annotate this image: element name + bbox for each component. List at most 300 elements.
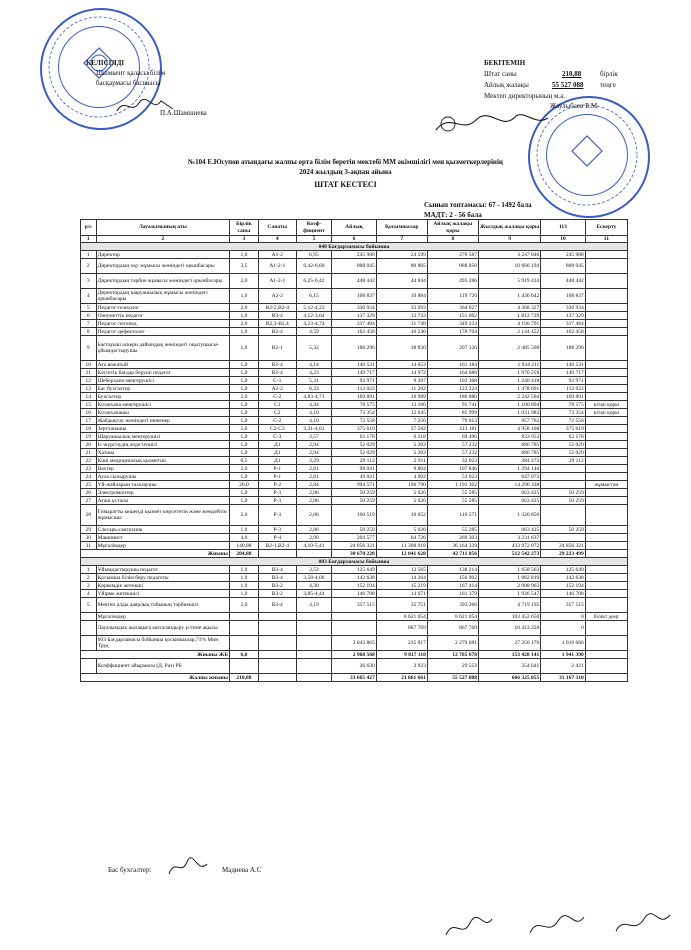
table-cell: 93 971 xyxy=(541,377,585,385)
table-cell: 354 641 xyxy=(478,659,540,674)
table-cell: 188 296 xyxy=(541,336,585,361)
table-cell xyxy=(585,505,627,526)
table-cell: 413 181 xyxy=(427,425,478,433)
table-cell: Ағаш ұстасы xyxy=(96,497,229,505)
table-cell xyxy=(296,651,332,659)
table-cell: Д1 xyxy=(258,449,296,457)
left-approval-name: П.А.Шамшиева xyxy=(160,109,207,117)
table-cell: 4,30 xyxy=(296,582,332,590)
table-cell: 32 023 xyxy=(427,457,478,465)
table-cell: 72 558 xyxy=(332,417,376,425)
table-row xyxy=(81,534,628,542)
table-cell: 6,15 xyxy=(296,289,332,304)
table-cell xyxy=(541,465,585,473)
table-cell: 1 016 686 xyxy=(541,636,585,651)
table-row xyxy=(81,425,628,433)
table-cell: С2 xyxy=(258,409,296,417)
table-cell: 24 856 321 xyxy=(332,542,376,550)
table-cell: 384 273 xyxy=(478,457,540,465)
table-cell xyxy=(258,636,296,651)
table-cell: Айлық xyxy=(332,220,376,236)
table-cell: Қосымшалар xyxy=(376,220,427,236)
table-cell: 1,0 xyxy=(229,385,258,393)
table-cell: 4,19 xyxy=(296,598,332,613)
table-cell xyxy=(585,289,627,304)
table-cell: 12 785 678 xyxy=(427,651,478,659)
table-cell: Д1 xyxy=(258,457,296,465)
table-cell: 1 294 146 xyxy=(478,465,540,473)
table-cell: 2 242 564 xyxy=(478,393,540,401)
madt: МАДТ: 2 - 56 бала xyxy=(424,211,482,219)
table-cell: 55 285 xyxy=(427,489,478,497)
table-cell: А2-2 xyxy=(258,385,296,393)
table-cell: 204,88 xyxy=(229,550,258,558)
table-row xyxy=(81,590,628,598)
table-cell: 14 296 338 xyxy=(478,481,540,489)
staff-value: 210,88 xyxy=(562,70,582,78)
table-cell: С1 xyxy=(258,401,296,409)
table-cell xyxy=(585,674,627,682)
table-cell: 26 630 xyxy=(332,659,376,674)
table-row xyxy=(81,369,628,377)
table-cell: 16 989 xyxy=(376,393,427,401)
table-cell: Р-4 xyxy=(258,534,296,542)
table-cell: 4 719 195 xyxy=(478,598,540,613)
table-cell xyxy=(585,550,627,558)
table-cell: 357 515 xyxy=(541,598,585,613)
table-cell: Бастауыш әскери дайындық жөніндегі оқытушысы-ұйымдастырушы xyxy=(96,336,229,361)
table-cell xyxy=(585,473,627,481)
table-cell: Р-3 xyxy=(258,497,296,505)
table-cell: 69 496 xyxy=(427,433,478,441)
table-cell: 26 xyxy=(81,489,97,497)
table-cell: 79 813 xyxy=(427,417,478,425)
table-cell: Р-2 xyxy=(258,481,296,489)
table-cell: Кіші медициналық қызметші xyxy=(96,457,229,465)
table-cell: Аула сыпырушы xyxy=(96,473,229,481)
table-cell: 4,59 xyxy=(296,328,332,336)
table-cell: 52 029 xyxy=(541,449,585,457)
table-cell: 42 711 856 xyxy=(427,550,478,558)
table-cell: 36 164 339 xyxy=(427,542,478,550)
table-cell: 2,81 xyxy=(296,473,332,481)
table-cell: Бірлік саны xyxy=(229,220,258,236)
table-cell: 235 817 xyxy=(376,636,427,651)
table-cell: жұмыстан xyxy=(585,481,627,489)
table-cell: 186 880 xyxy=(427,393,478,401)
table-cell: Д1 xyxy=(258,441,296,449)
director-label: Мектеп директорының м.а. xyxy=(484,92,566,100)
table-cell: 3,58-4,06 xyxy=(296,574,332,582)
table-cell xyxy=(585,598,627,613)
table-cell: 1 191 362 xyxy=(427,481,478,489)
table-cell: 98 041 xyxy=(332,465,376,473)
table-cell: 269 303 xyxy=(427,534,478,542)
table-cell: 30 xyxy=(81,534,97,542)
table-cell: 357 515 xyxy=(332,598,376,613)
table-cell: 1,0 xyxy=(229,251,258,259)
table-cell: 1,0 xyxy=(229,497,258,505)
table-cell: 27 356 176 xyxy=(478,636,540,651)
table-cell: 1,0 xyxy=(229,401,258,409)
table-cell: 1,0 xyxy=(229,489,258,497)
table-cell xyxy=(258,659,296,674)
period-line: 2024 жылдың 3-ақпан айына xyxy=(299,168,392,176)
table-cell: Директор xyxy=(96,251,229,259)
table-cell: Ескерту xyxy=(585,220,627,236)
table-cell: Р-3 xyxy=(258,526,296,534)
table-cell: 16 246 xyxy=(376,328,427,336)
table-cell: В3-4 xyxy=(258,574,296,582)
table-cell: 1 478 691 xyxy=(478,385,540,393)
table-cell: 149 717 xyxy=(332,369,376,377)
table-cell xyxy=(296,636,332,651)
table-cell: В2,3-В2,4 xyxy=(258,320,296,328)
table-cell: 5,32 xyxy=(296,336,332,361)
table-cell: 1 658 563 xyxy=(478,566,540,574)
table-cell: 1,0 xyxy=(229,566,258,574)
table-cell: 6,0 xyxy=(229,651,258,659)
table-cell: 8 621 054 xyxy=(427,613,478,621)
table-row xyxy=(81,457,628,465)
table-cell xyxy=(296,674,332,682)
table-cell: 188 296 xyxy=(332,336,376,361)
table-cell: 6,25-6,42 xyxy=(296,274,332,289)
table-cell: 957 762 xyxy=(478,417,540,425)
header-row xyxy=(81,220,628,236)
table-cell: А1-2-1 xyxy=(258,259,296,274)
table-cell: 5,12-4,23 xyxy=(296,304,332,312)
table-cell: Р-3 xyxy=(258,489,296,497)
table-cell: 112 022 xyxy=(332,385,376,393)
table-cell: 20,0 xyxy=(229,481,258,489)
table-cell: 375 619 xyxy=(541,425,585,433)
chief-accountant-name: Мадиева А.С xyxy=(222,866,262,874)
table-row xyxy=(81,312,628,320)
table-cell: 5,31 xyxy=(296,377,332,385)
table-cell: Хатшы xyxy=(96,449,229,457)
table-cell xyxy=(258,621,296,636)
table-cell: 4 xyxy=(258,236,296,243)
table-cell xyxy=(81,621,97,636)
table-cell: 317 484 xyxy=(332,320,376,328)
table-cell: 2,0 xyxy=(229,393,258,401)
table-cell: 6 xyxy=(332,236,376,243)
table-cell: 50 259 xyxy=(541,526,585,534)
table-row xyxy=(81,304,628,312)
table-cell: 448 442 xyxy=(332,274,376,289)
table-cell: 1,0 xyxy=(229,582,258,590)
table-cell: Коэффициент айырмасы (Д, Раз) РБ xyxy=(96,659,229,674)
table-cell: А1-2-1 xyxy=(258,274,296,289)
table-cell: 0 xyxy=(541,621,585,636)
table-cell: Іс-жүргізудің жүргізушісі xyxy=(96,441,229,449)
table-cell: 1,0 xyxy=(229,377,258,385)
table-cell: 270 587 xyxy=(427,251,478,259)
table-cell xyxy=(585,566,627,574)
table-cell: 1 100 894 xyxy=(478,401,540,409)
column-number-row xyxy=(81,236,628,243)
table-cell: 73 354 xyxy=(332,409,376,417)
table-cell: 2 008 963 xyxy=(478,582,540,590)
table-cell: Директордың оқу жұмысы жөніндегі орынбасары xyxy=(96,259,229,274)
table-cell: 22 xyxy=(81,457,97,465)
table-cell xyxy=(585,433,627,441)
table-cell: Р-1 xyxy=(258,465,296,473)
table-cell xyxy=(585,377,627,385)
table-cell: 4,83-4,71 xyxy=(296,393,332,401)
payroll-label: Айлық жалақы xyxy=(484,81,529,89)
table-cell: 196 790 xyxy=(376,481,427,489)
table-cell: В3-4 xyxy=(258,312,296,320)
table-cell: 146 708 xyxy=(332,590,376,598)
table-row xyxy=(81,489,628,497)
table-cell: 78 575 xyxy=(541,401,585,409)
table-cell: 7 256 xyxy=(376,417,427,425)
table-cell: 138 214 xyxy=(427,566,478,574)
table-cell: 156 902 xyxy=(427,574,478,582)
table-cell: 686 785 xyxy=(478,449,540,457)
table-row xyxy=(81,621,628,636)
table-cell: 53 923 xyxy=(427,473,478,481)
table-cell: 204 577 xyxy=(332,534,376,542)
table-cell xyxy=(585,425,627,433)
table-cell: Аға вожатый xyxy=(96,361,229,369)
table-cell: Электромонтер xyxy=(96,489,229,497)
table-cell: 25 xyxy=(81,481,97,489)
table-cell: 1,0 xyxy=(229,449,258,457)
table-cell: 10 884 xyxy=(376,289,427,304)
table-cell xyxy=(541,505,585,526)
table-cell: 2,84 xyxy=(296,481,332,489)
table-cell: 1,0 xyxy=(229,526,258,534)
table-cell: 2 043 865 xyxy=(332,636,376,651)
section-row xyxy=(81,243,628,251)
table-cell: 29 112 xyxy=(332,457,376,465)
left-approval-line1: Шымкент қаласы білім xyxy=(96,69,166,77)
table-cell: 146 531 xyxy=(541,361,585,369)
table-cell: 29 112 xyxy=(541,457,585,465)
table-cell xyxy=(258,613,296,621)
table-cell: В2-1 xyxy=(258,336,296,361)
table-cell: 113 xyxy=(541,220,585,236)
table-cell: 1,0 xyxy=(229,441,258,449)
table-cell: 17 xyxy=(81,417,97,425)
table-cell: Айлық жалақы қоры xyxy=(427,220,478,236)
table-cell: 2 911 xyxy=(376,457,427,465)
table-cell: Педагог-дефектолог xyxy=(96,328,229,336)
table-cell: 3,29 xyxy=(296,457,332,465)
table-cell: Шеберхана меңгерушісі xyxy=(96,377,229,385)
table-cell: 2,94 xyxy=(296,449,332,457)
table-cell xyxy=(81,613,97,621)
table-cell: 123 224 xyxy=(427,385,478,393)
table-cell xyxy=(585,328,627,336)
table-cell: 433 972 072 xyxy=(478,542,540,550)
table-cell: 50 259 xyxy=(541,497,585,505)
table-cell: 3 231 637 xyxy=(478,534,540,542)
table-cell: 29 xyxy=(81,526,97,534)
table-cell: 448 442 xyxy=(541,274,585,289)
table-cell: 207 126 xyxy=(427,336,478,361)
table-cell: В2-4 xyxy=(258,369,296,377)
table-cell: 8 621 054 xyxy=(376,613,427,621)
table-cell: 151 062 xyxy=(427,312,478,320)
table-cell xyxy=(296,659,332,674)
table-row xyxy=(81,401,628,409)
table-cell: Вахтер xyxy=(96,465,229,473)
table-cell: 1 934 211 xyxy=(478,361,540,369)
table-cell: 245 988 xyxy=(541,251,585,259)
table-cell: 5,0 xyxy=(229,425,258,433)
table-cell: 14 xyxy=(81,393,97,401)
table-cell: 119 720 xyxy=(427,289,478,304)
table-cell: Жылдық жалақы қоры xyxy=(478,220,540,236)
table-cell: 15 xyxy=(81,401,97,409)
chief-accountant-label: Бас бухгалтер: xyxy=(108,866,152,874)
table-cell: 364 027 xyxy=(427,304,478,312)
table-cell xyxy=(585,274,627,289)
table-cell: 1,0 xyxy=(229,361,258,369)
table-cell: 55 285 xyxy=(427,497,478,505)
table-cell: 1,0 xyxy=(229,409,258,417)
table-cell: 245 988 xyxy=(332,251,376,259)
table-cell xyxy=(585,385,627,393)
table-cell: 137 329 xyxy=(541,312,585,320)
table-cell: 31 167 310 xyxy=(541,674,585,682)
table-cell: 2,0 xyxy=(229,274,258,289)
table-cell xyxy=(585,526,627,534)
table-cell: 55 527 088 xyxy=(427,674,478,682)
table-cell: 11 202 xyxy=(376,385,427,393)
table-cell: 3 xyxy=(81,582,97,590)
table-cell xyxy=(541,481,585,489)
table-cell: 15 219 xyxy=(376,582,427,590)
table-cell xyxy=(585,489,627,497)
table-cell: 663 425 xyxy=(478,526,540,534)
table-cell: Директордың шаруашылық жұмысы жөніндегі орынбасары xyxy=(96,289,229,304)
table-cell: 5 xyxy=(81,304,97,312)
table-cell: 142 638 xyxy=(541,574,585,582)
table-cell: 0 xyxy=(541,613,585,621)
table-cell: 72 558 xyxy=(541,417,585,425)
payroll-value: 55 527 088 xyxy=(552,81,584,89)
table-cell: Р-1 xyxy=(258,473,296,481)
table-cell: 1 941 390 xyxy=(541,651,585,659)
table-cell xyxy=(258,550,296,558)
table-row xyxy=(81,481,628,489)
table-cell: 210,88 xyxy=(229,674,258,682)
table-cell: 10 413 228 xyxy=(478,621,540,636)
table-row xyxy=(81,259,628,274)
table-cell: 040 Бағдарламасы бойынша xyxy=(81,243,628,251)
table-cell: 10 xyxy=(541,236,585,243)
table-cell: В3-2 xyxy=(258,590,296,598)
table-cell: 18 830 xyxy=(376,336,427,361)
table-cell: 10 666 194 xyxy=(478,259,540,274)
table-cell: Мұғалімдер xyxy=(96,613,229,621)
table-cell: 663 425 xyxy=(478,489,540,497)
table-cell: 16 xyxy=(81,409,97,417)
table-cell: 24 856 321 xyxy=(541,542,585,550)
table-cell: 50 259 xyxy=(332,489,376,497)
table-cell xyxy=(585,659,627,674)
table-cell: С-1 xyxy=(258,377,296,385)
table-cell: 31 748 xyxy=(376,320,427,328)
table-cell: 152 194 xyxy=(332,582,376,590)
table-cell: 1,0 xyxy=(229,574,258,582)
table-cell: 18 xyxy=(81,425,97,433)
table-cell: 11 xyxy=(585,236,627,243)
table-cell: 3,57 xyxy=(296,433,332,441)
table-row xyxy=(81,393,628,401)
table-cell: 4,44 xyxy=(296,401,332,409)
table-cell: 2 xyxy=(81,259,97,274)
table-cell: 37 562 xyxy=(376,425,427,433)
table-cell: А2-2 xyxy=(258,289,296,304)
left-approval-title: КЕЛІСІЛДІ xyxy=(86,59,125,67)
table-row xyxy=(81,417,628,425)
table-cell: В3-4 xyxy=(258,598,296,613)
table-cell: 4,10 xyxy=(296,417,332,425)
table-cell: 30 670 228 xyxy=(332,550,376,558)
table-cell: 663 425 xyxy=(478,497,540,505)
table-cell: 5 xyxy=(81,598,97,613)
table-row xyxy=(81,361,628,369)
table-cell: кітап қоры xyxy=(585,409,627,417)
table-cell xyxy=(585,441,627,449)
table-row xyxy=(81,526,628,534)
table-cell: 6,42-6,60 xyxy=(296,259,332,274)
table-cell: 2,0 xyxy=(229,505,258,526)
table-cell: 5 026 xyxy=(376,497,427,505)
table-cell: 2 421 xyxy=(541,659,585,674)
table-cell: 12 xyxy=(81,377,97,385)
table-cell: 3,5 xyxy=(229,259,258,274)
table-row xyxy=(81,449,628,457)
table-cell: 888 850 xyxy=(427,259,478,274)
table-cell: 4,23-4,74 xyxy=(296,320,332,328)
table-cell: 833 953 xyxy=(478,433,540,441)
table-cell: 6,33 xyxy=(296,385,332,393)
table-cell: 14 264 xyxy=(376,574,427,582)
table-cell xyxy=(585,542,627,550)
table-cell: Коэф-фициент xyxy=(296,220,332,236)
table-cell: 149 717 xyxy=(541,369,585,377)
table-cell: 1 xyxy=(81,236,97,243)
table-cell: 512 542 273 xyxy=(478,550,540,558)
total-row xyxy=(81,550,628,558)
table-cell: Кітапхана меңгерушісі xyxy=(96,401,229,409)
table-cell: 152 194 xyxy=(541,582,585,590)
table-row xyxy=(81,385,628,393)
table-cell: 57 232 xyxy=(427,449,478,457)
table-cell: 317 484 xyxy=(541,320,585,328)
table-cell: 5 026 xyxy=(376,526,427,534)
table-cell: 2 xyxy=(81,574,97,582)
table-cell: 2 485 508 xyxy=(478,336,540,361)
table-cell: 21 861 661 xyxy=(376,674,427,682)
table-cell: 330 934 xyxy=(541,304,585,312)
table-cell: 2,81 xyxy=(296,465,332,473)
table-cell: 1,0 xyxy=(229,433,258,441)
table-cell: 24 xyxy=(81,473,97,481)
table-row xyxy=(81,320,628,328)
table-cell: 146 531 xyxy=(332,361,376,369)
director-signature xyxy=(432,108,552,138)
table-cell xyxy=(585,621,627,636)
table-row xyxy=(81,582,628,590)
